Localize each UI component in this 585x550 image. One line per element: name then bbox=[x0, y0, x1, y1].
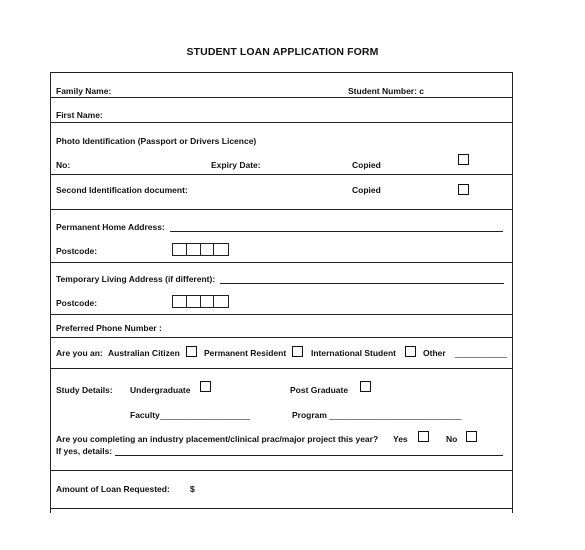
loan-amount-label: Amount of Loan Requested: bbox=[56, 484, 170, 494]
faculty-field[interactable]: ___________________ bbox=[160, 410, 250, 420]
placement-no-label: No bbox=[446, 434, 458, 444]
placement-yes-label: Yes bbox=[393, 434, 408, 444]
first-name-label: First Name: bbox=[56, 110, 103, 120]
row-divider bbox=[50, 470, 513, 471]
temporary-address-label: Temporary Living Address (if different): bbox=[56, 274, 216, 284]
row-divider bbox=[50, 209, 513, 210]
photo-id-copied-checkbox[interactable] bbox=[458, 154, 469, 165]
permanent-resident-checkbox[interactable] bbox=[292, 346, 303, 357]
family-name-label: Family Name: bbox=[56, 86, 112, 96]
postcode-label: Postcode: bbox=[56, 246, 98, 256]
program-field[interactable]: ____________________________ bbox=[329, 410, 462, 420]
postcode-boxes[interactable] bbox=[172, 243, 229, 256]
postcode-boxes-2[interactable] bbox=[172, 295, 229, 308]
post-graduate-label: Post Graduate bbox=[290, 385, 349, 395]
residency-label: Are you an: bbox=[56, 348, 103, 358]
if-yes-label: If yes, details: bbox=[56, 446, 113, 456]
row-divider bbox=[50, 174, 513, 175]
if-yes-details-field[interactable] bbox=[115, 455, 503, 456]
other-label: Other bbox=[423, 348, 446, 358]
expiry-date-label: Expiry Date: bbox=[211, 160, 261, 170]
placement-no-checkbox[interactable] bbox=[466, 431, 477, 442]
international-student-checkbox[interactable] bbox=[405, 346, 416, 357]
row-divider bbox=[50, 368, 513, 369]
permanent-resident-label: Permanent Resident bbox=[204, 348, 287, 358]
row-divider bbox=[50, 97, 513, 98]
postcode-label-2: Postcode: bbox=[56, 298, 98, 308]
photo-id-copied-label: Copied bbox=[352, 160, 381, 170]
placement-yes-checkbox[interactable] bbox=[418, 431, 429, 442]
faculty-label: Faculty bbox=[130, 410, 160, 420]
row-divider bbox=[50, 314, 513, 315]
placement-question: Are you completing an industry placement/clinical prac/major project this year? bbox=[56, 434, 379, 444]
student-number-label: Student Number: c bbox=[348, 86, 425, 96]
form-title: STUDENT LOAN APPLICATION FORM bbox=[186, 46, 379, 58]
row-divider bbox=[50, 508, 513, 509]
study-details-label: Study Details: bbox=[56, 385, 113, 395]
temporary-address-field[interactable] bbox=[220, 283, 504, 284]
row-divider bbox=[50, 122, 513, 123]
permanent-address-field[interactable] bbox=[170, 231, 503, 232]
permanent-address-label: Permanent Home Address: bbox=[56, 222, 165, 232]
post-graduate-checkbox[interactable] bbox=[360, 381, 371, 392]
second-id-copied-label: Copied bbox=[352, 185, 381, 195]
id-number-label: No: bbox=[56, 160, 71, 170]
dollar-sign: $ bbox=[190, 484, 195, 494]
row-divider bbox=[50, 262, 513, 263]
second-id-copied-checkbox[interactable] bbox=[458, 184, 469, 195]
program-label: Program bbox=[292, 410, 327, 420]
other-field[interactable]: ___________ bbox=[455, 348, 508, 358]
phone-label: Preferred Phone Number : bbox=[56, 323, 162, 333]
photo-id-label: Photo Identification (Passport or Drivers Licence) bbox=[56, 136, 257, 146]
undergraduate-checkbox[interactable] bbox=[200, 381, 211, 392]
international-student-label: International Student bbox=[311, 348, 396, 358]
second-id-label: Second Identification document: bbox=[56, 185, 188, 195]
australian-citizen-checkbox[interactable] bbox=[186, 346, 197, 357]
undergraduate-label: Undergraduate bbox=[130, 385, 191, 395]
australian-citizen-label: Australian Citizen bbox=[108, 348, 180, 358]
row-divider bbox=[50, 337, 513, 338]
